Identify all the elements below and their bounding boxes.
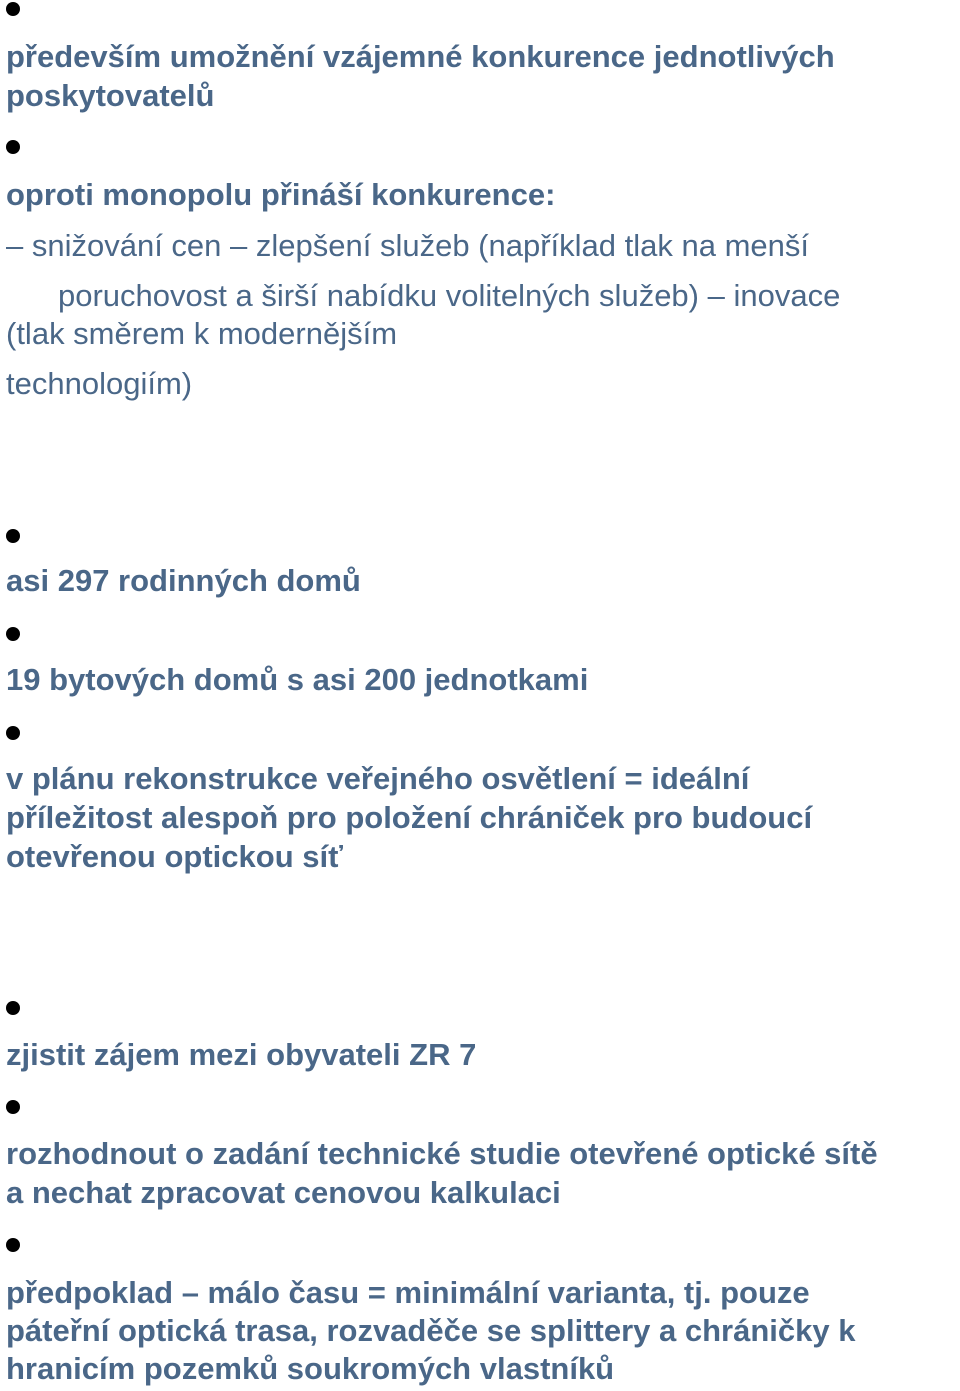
text-line: páteřní optická trasa, rozvaděče se splittery a chráničky k	[6, 1313, 856, 1348]
text-line: 19 bytových domů s asi 200 jednotkami	[6, 662, 589, 697]
text-line: poskytovatelů	[6, 78, 215, 113]
text-line: otevřenou optickou síť	[6, 839, 343, 874]
text-line: a nechat zpracovat cenovou kalkulaci	[6, 1175, 561, 1210]
bullet-icon	[6, 140, 20, 154]
bullet-icon	[6, 1100, 20, 1114]
bullet-icon	[6, 529, 20, 543]
text-line: především umožnění vzájemné konkurence jednotlivých	[6, 39, 835, 74]
text-line: technologiím)	[6, 366, 193, 401]
text-line: hranicím pozemků soukromých vlastníků	[6, 1351, 615, 1386]
text-line: rozhodnout o zadání technické studie otevřené optické sítě	[6, 1136, 878, 1171]
text-line: asi 297 rodinných domů	[6, 563, 361, 598]
bullet-icon	[6, 1238, 20, 1252]
text-line: – snižování cen – zlepšení služeb (například tlak na menší	[6, 228, 810, 263]
text-line: oproti monopolu přináší konkurence:	[6, 177, 556, 212]
text-line: (tlak směrem k modernějším	[6, 316, 398, 351]
bullet-icon	[6, 726, 20, 740]
text-line: v plánu rekonstrukce veřejného osvětlení = ideální	[6, 761, 750, 796]
bullet-icon	[6, 627, 20, 641]
text-line: příležitost alespoň pro položení chrániček pro budoucí	[6, 800, 813, 835]
bullet-icon	[6, 2, 20, 16]
text-line: zjistit zájem mezi obyvateli ZR 7	[6, 1037, 477, 1072]
text-line: předpoklad – málo času = minimální varianta, tj. pouze	[6, 1275, 810, 1310]
text-line: poruchovost a širší nabídku volitelných služeb) – inovace	[58, 278, 841, 313]
bullet-icon	[6, 1001, 20, 1015]
